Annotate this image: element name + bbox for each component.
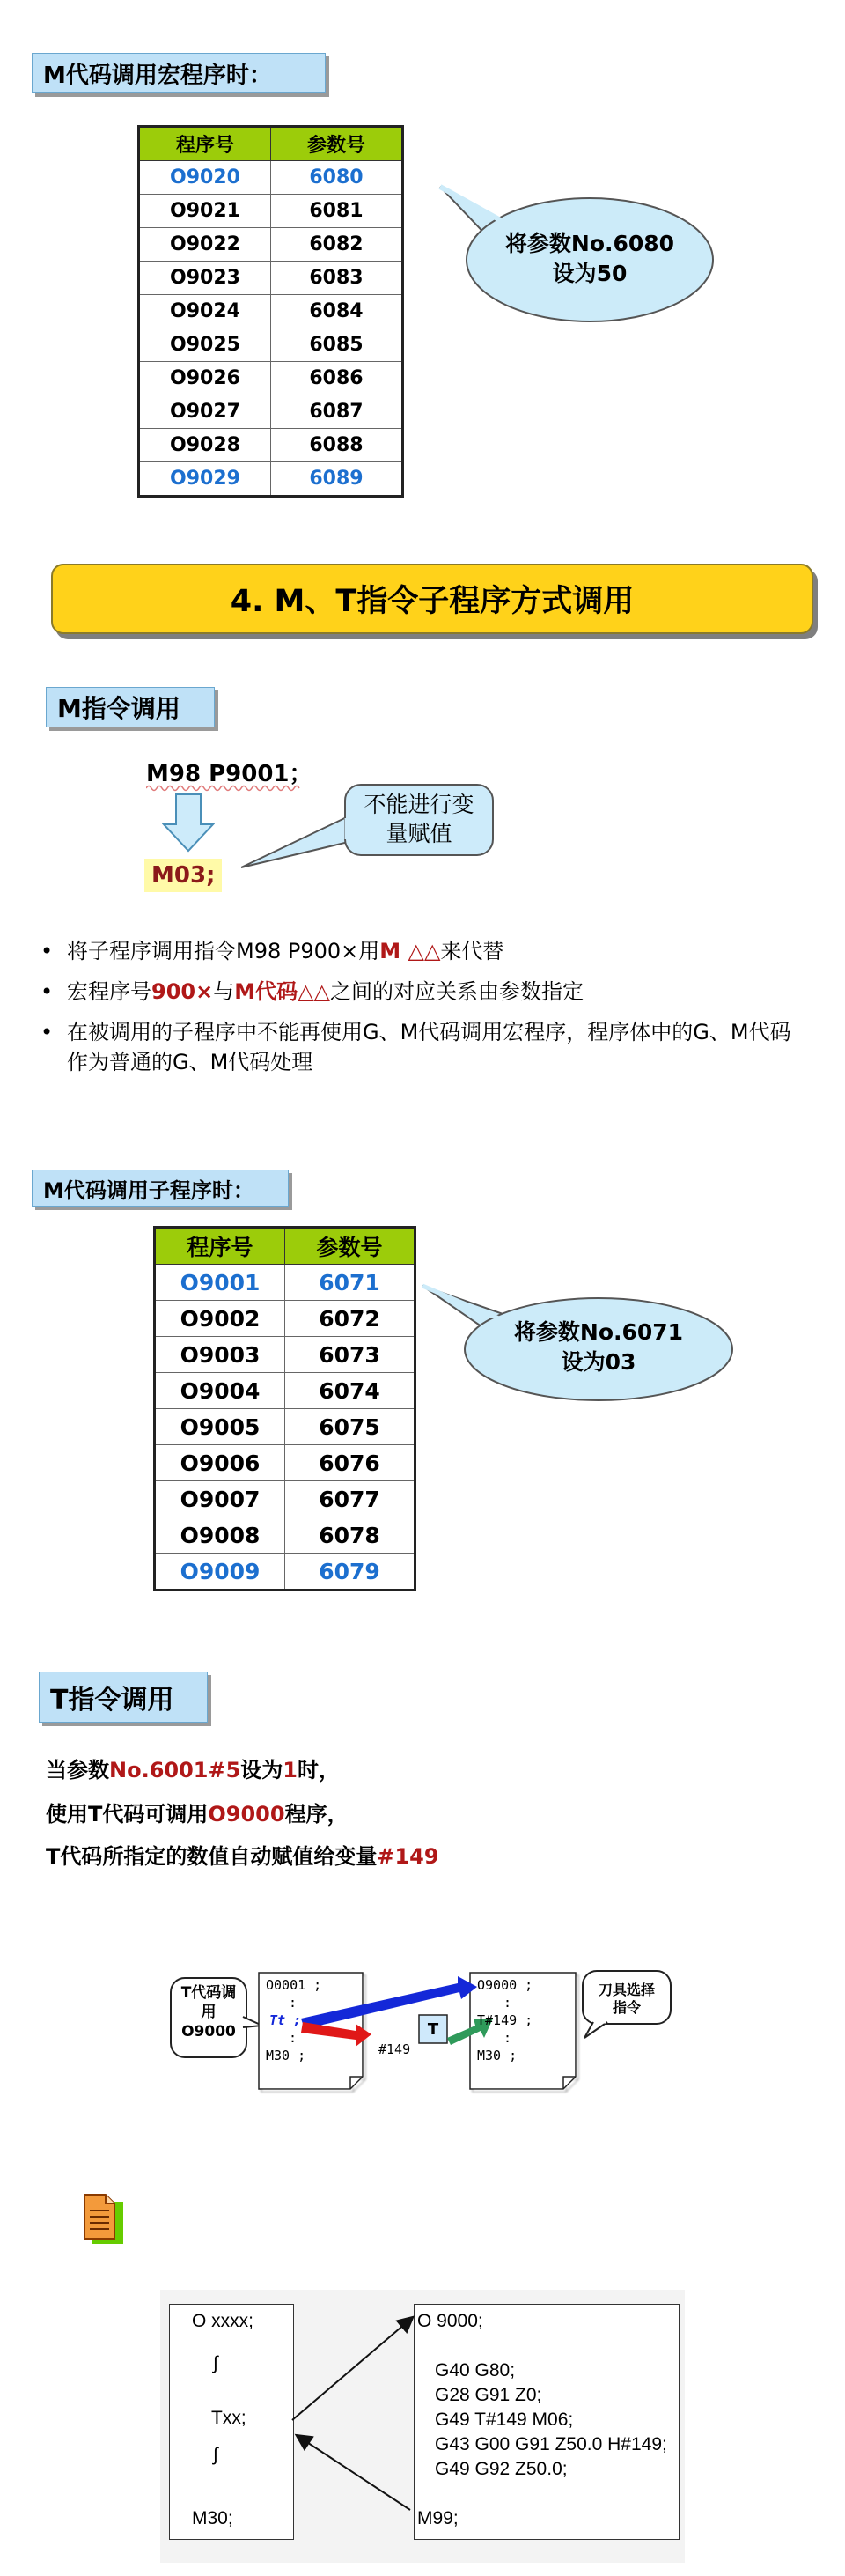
- table-row: [139, 228, 403, 262]
- code-line: M99;: [417, 2508, 459, 2528]
- table-row: [139, 362, 403, 395]
- down-arrow-icon: [162, 793, 215, 854]
- bullet-text: 来代替: [440, 939, 504, 963]
- highlight: #149: [377, 1844, 439, 1869]
- table-header-row: [139, 127, 403, 161]
- section-heading-text: M代码调用子程序时：: [43, 1177, 254, 1203]
- parameter-number-cell: 6081: [271, 195, 403, 228]
- section-heading-text: M指令调用: [57, 694, 180, 723]
- program-number-cell: O9008: [155, 1517, 285, 1554]
- parameter-number-cell: 6086: [271, 362, 403, 395]
- code-line: G49 T#149 M06;: [435, 2410, 574, 2430]
- return-arrow: [298, 2436, 410, 2510]
- program-number-cell: O9007: [155, 1481, 285, 1517]
- program-number-cell: O9003: [155, 1337, 285, 1373]
- o9000-program-text: [477, 1976, 533, 2064]
- code-line: G43 G00 G91 Z50.0 H#149;: [435, 2434, 667, 2454]
- parameter-number-cell: 6072: [285, 1301, 415, 1337]
- parameter-number-cell: 6080: [271, 161, 403, 195]
- program-number-cell: O9024: [139, 295, 271, 328]
- subprogram-parameter-table: [153, 1226, 416, 1591]
- text: 使用T代码可调用: [46, 1802, 209, 1827]
- bubble-line: 指令: [612, 1999, 641, 2016]
- call-arrow: [292, 2318, 412, 2420]
- list-item: [37, 1017, 812, 1077]
- parameter-number-cell: 6089: [271, 462, 403, 497]
- code-line: :: [503, 2030, 512, 2046]
- code-line: M30;: [192, 2508, 233, 2528]
- bullet-text: ×用: [341, 939, 380, 963]
- callout-line: 将参数No.6071: [513, 1319, 684, 1345]
- bullet-dot: •: [40, 979, 54, 1004]
- code-line: T#149 ;: [477, 2012, 533, 2028]
- table-row: [139, 328, 403, 362]
- highlight: 1: [283, 1758, 298, 1783]
- column-header: 参数号: [285, 1228, 415, 1265]
- bullet-highlight: 900×: [151, 979, 214, 1004]
- parameter-number-cell: 6079: [285, 1554, 415, 1591]
- bubble-line: T代码调: [180, 1984, 237, 2002]
- code-line: :: [503, 1995, 512, 2011]
- right-bubble-text: [583, 1982, 671, 2017]
- section-heading-m-call: [46, 687, 215, 727]
- t-box-text: T: [427, 2019, 439, 2039]
- code-line: G40 G80;: [435, 2360, 516, 2380]
- column-header: 参数号: [271, 127, 403, 161]
- code-text: M98 P9001: [146, 761, 290, 787]
- code-line: M30 ;: [477, 2048, 518, 2063]
- section-heading-text: T指令调用: [50, 1685, 174, 1716]
- chapter-banner: [51, 564, 813, 634]
- bullet-list: [37, 936, 812, 1088]
- program-number-cell: O9023: [139, 262, 271, 295]
- bullet-highlight: M代码△△: [234, 979, 331, 1004]
- code-line: G28 G91 Z0;: [435, 2385, 542, 2405]
- table-row: [155, 1373, 415, 1409]
- text: 当参数: [46, 1758, 109, 1783]
- list-item: [37, 977, 812, 1007]
- t-call-line-2: [46, 1797, 349, 1827]
- program-number-cell: O9021: [139, 195, 271, 228]
- program-number-cell: O9029: [139, 462, 271, 497]
- bullet-text: 在被调用的子程序中不能再使用G、M代码调用宏程序，程序体中的G、M代码作为普通的G、M代码处理: [67, 1020, 791, 1074]
- table-row: [155, 1517, 415, 1554]
- section-heading-t-call: [39, 1672, 208, 1723]
- main-program-text: [266, 1976, 321, 2064]
- code-line: :: [289, 2030, 298, 2046]
- bubble-line: 用: [201, 2004, 217, 2021]
- callout-line: 量赋值: [386, 821, 452, 846]
- code-line: ∫: [213, 2353, 218, 2373]
- table-row: [155, 1445, 415, 1481]
- text: 设为: [240, 1758, 283, 1783]
- callout-text: [458, 1318, 739, 1377]
- highlight: No.6001#5: [109, 1758, 241, 1783]
- program-number-cell: O9006: [155, 1445, 285, 1481]
- text: 时，: [298, 1758, 340, 1783]
- table-row: [155, 1265, 415, 1301]
- parameter-number-cell: 6077: [285, 1481, 415, 1517]
- table-row: [139, 161, 403, 195]
- section-heading-text: M代码调用宏程序时：: [43, 62, 272, 89]
- table-row: [139, 262, 403, 295]
- table-row: [155, 1337, 415, 1373]
- bullet-dot: •: [40, 1020, 54, 1044]
- code-line: Txx;: [211, 2408, 246, 2428]
- parameter-number-cell: 6073: [285, 1337, 415, 1373]
- program-number-cell: O9028: [139, 429, 271, 462]
- program-number-cell: O9002: [155, 1301, 285, 1337]
- document-icon: [83, 2193, 125, 2248]
- parameter-number-cell: 6078: [285, 1517, 415, 1554]
- program-number-cell: O9022: [139, 228, 271, 262]
- parameter-number-cell: 6084: [271, 295, 403, 328]
- program-number-cell: O9004: [155, 1373, 285, 1409]
- parameter-number-cell: 6088: [271, 429, 403, 462]
- parameter-number-cell: 6087: [271, 395, 403, 429]
- macro-parameter-table: [137, 125, 404, 498]
- code-semicolon: ；: [289, 761, 312, 787]
- program-number-cell: O9025: [139, 328, 271, 362]
- code-line: O 9000;: [417, 2311, 483, 2331]
- program-number-cell: O9020: [139, 161, 271, 195]
- bullet-text: 与: [213, 979, 235, 1004]
- callout-line: 将参数No.6080: [504, 231, 675, 256]
- table-row: [139, 195, 403, 228]
- chapter-title: 4. M、T指令子程序方式调用: [230, 584, 635, 619]
- bullet-dot: •: [40, 939, 54, 963]
- text: 程序，: [284, 1802, 349, 1827]
- parameter-number-cell: 6071: [285, 1265, 415, 1301]
- parameter-number-cell: 6083: [271, 262, 403, 295]
- m03-result: [144, 859, 222, 892]
- callout-line: 设为50: [552, 261, 628, 286]
- column-header: 程序号: [139, 127, 271, 161]
- bubble-line: O9000: [181, 2023, 236, 2041]
- code-line: M30 ;: [266, 2048, 306, 2063]
- list-item: [37, 936, 812, 966]
- table-row: [155, 1301, 415, 1337]
- parameter-number-cell: 6085: [271, 328, 403, 362]
- code-line: O9000 ;: [477, 1977, 533, 1993]
- table-header-row: [155, 1228, 415, 1265]
- parameter-number-cell: 6074: [285, 1373, 415, 1409]
- t-box-label: [419, 2015, 447, 2043]
- bubble-line: 刀具选择: [598, 1982, 655, 1998]
- code-line: O xxxx;: [192, 2311, 254, 2331]
- bullet-highlight: M △△: [379, 939, 441, 963]
- left-bubble-text: [173, 1983, 245, 2041]
- var-text: #149: [378, 2041, 411, 2057]
- program-number-cell: O9001: [155, 1265, 285, 1301]
- t-call-line-1: [46, 1753, 340, 1783]
- table-row: [155, 1554, 415, 1591]
- highlight: O9000: [208, 1802, 285, 1827]
- program-number-cell: O9009: [155, 1554, 285, 1591]
- parameter-number-cell: 6075: [285, 1409, 415, 1445]
- code-line: O0001 ;: [266, 1977, 322, 1993]
- table-row: [139, 462, 403, 497]
- code-line: G49 G92 Z50.0;: [435, 2459, 568, 2479]
- bullet-text: 之间的对应关系由参数指定: [330, 979, 584, 1004]
- program-number-cell: O9027: [139, 395, 271, 429]
- bullet-text: 将子程序调用指令M98 P900: [67, 939, 342, 963]
- callout-line: 不能进行变: [364, 792, 474, 817]
- program-number-cell: O9026: [139, 362, 271, 395]
- bullet-text: 宏程序号: [67, 979, 151, 1004]
- result-text: M03;: [151, 862, 216, 889]
- table-row: [155, 1481, 415, 1517]
- parameter-number-cell: 6082: [271, 228, 403, 262]
- table-row: [155, 1409, 415, 1445]
- section-heading-macro: [32, 53, 326, 93]
- code-line: :: [289, 1995, 298, 2011]
- t-call-line-3: [46, 1839, 439, 1870]
- code-line: Tt ;: [269, 2012, 302, 2028]
- text: T代码所指定的数值自动赋值给变量: [46, 1844, 378, 1869]
- var-label: [378, 2041, 410, 2057]
- table-row: [139, 295, 403, 328]
- callout-text: [458, 229, 722, 289]
- parameter-number-cell: 6076: [285, 1445, 415, 1481]
- program-number-cell: O9005: [155, 1409, 285, 1445]
- call-return-arrows: [282, 2299, 422, 2528]
- callout-text: [345, 790, 493, 848]
- table-row: [139, 395, 403, 429]
- table-row: [139, 429, 403, 462]
- code-line: ∫: [213, 2445, 218, 2465]
- section-heading-subprogram: [32, 1170, 289, 1207]
- callout-line: 设为03: [561, 1349, 636, 1375]
- column-header: 程序号: [155, 1228, 285, 1265]
